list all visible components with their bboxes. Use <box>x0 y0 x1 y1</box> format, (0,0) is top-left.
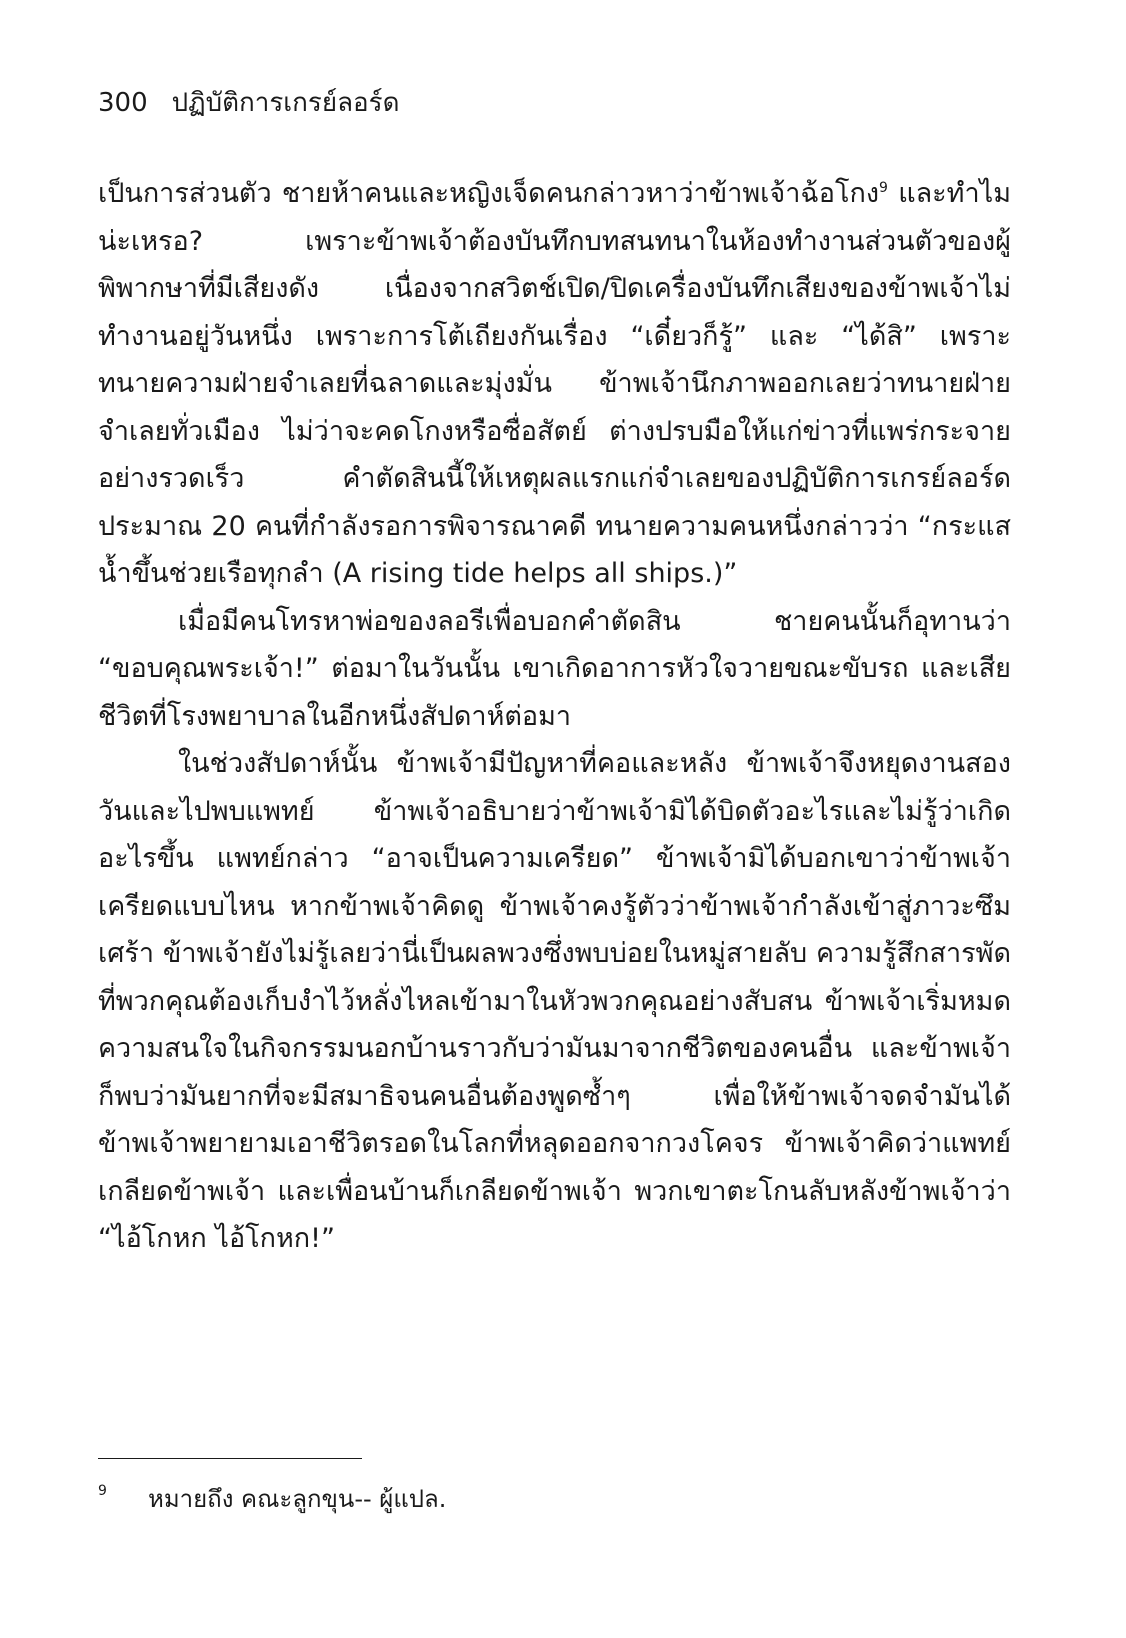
footnote <box>98 1482 446 1516</box>
paragraph-3: ในช่วงสัปดาห์นั้น ข้าพเจ้ามีปัญหาที่คอและหลัง ข้าพเจ้าจึงหยุดงานสองวันและไปพบแพทย์ ข้าพเจ้าอธิบายว่าข้าพเจ้ามิได้บิดตัวอะไรและไม่รู้ว่าเกิดอะไรขึ้น แพทย์กล่าว “อาจเป็นความเครียด” ข้าพเจ้ามิได้บอกเขาว่าข้าพเจ้าเครียดแบบไหน หากข้าพเจ้าคิดดู ข้าพเจ้าคงรู้ตัวว่าข้าพเจ้ากำลังเข้าสู่ภาวะซึมเศร้า ข้าพเจ้ายังไม่รู้เลยว่านี่เป็นผลพวงซึ่งพบบ่อยในหมู่สายลับ ความรู้สึกสารพัดที่พวกคุณต้องเก็บงำไว้หลั่งไหลเข้ามาในหัวพวกคุณอย่างสับสน ข้าพเจ้าเริ่มหมดความสนใจในกิจกรรมนอกบ้านราวกับว่ามันมาจากชีวิตของคนอื่น และข้าพเจ้าก็พบว่ามันยากที่จะมีสมาธิจนคนอื่นต้องพูดซ้ำๆ เพื่อให้ข้าพเจ้าจดจำมันได้ ข้าพเจ้าพยายามเอาชีวิตรอดในโลกที่หลุดออกจากวงโคจร ข้าพเจ้าคิดว่าแพทย์เกลียดข้าพเจ้า และเพื่อนบ้านก็เกลียดข้าพเจ้า พวกเขาตะโกนลับหลังข้าพเจ้าว่า “ไอ้โกหก ไอ้โกหก!” <box>98 748 1011 1254</box>
running-header <box>98 86 400 120</box>
footnote-reference: 9 <box>879 180 888 196</box>
footnote-divider <box>98 1458 362 1459</box>
paragraph-1-text-b: และทำไมน่ะเหรอ? เพราะข้าพเจ้าต้องบันทึกบทสนทนาในห้องทำงานส่วนตัวของผู้พิพากษาที่มีเสียงดัง เนื่องจากสวิตช์เปิด/ปิดเครื่องบันทึกเสียงของข้าพเจ้าไม่ทำงานอยู่วันหนึ่ง เพราะการโต้เถียงกันเรื่อง “เดี๋ยวก็รู้” และ “ได้สิ” เพราะทนายความฝ่ายจำเลยที่ฉลาดและมุ่งมั่น ข้าพเจ้านึกภาพออกเลยว่าทนายฝ่ายจำเลยทั่วเมือง ไม่ว่าจะคดโกงหรือซื่อสัตย์ ต่างปรบมือให้แก่ข่าวที่แพร่กระจายอย่างรวดเร็ว คำตัดสินนี้ให้เหตุผลแรกแก่จำเลยของปฏิบัติการเกรย์ลอร์ดประมาณ 20 คนที่กำลังรอการพิจารณาคดี ทนายความคนหนึ่งกล่าวว่า “กระแสน้ำขึ้นช่วยเรือทุกลำ (A rising tide helps all ships.)” <box>98 178 1011 589</box>
running-title: ปฏิบัติการเกรย์ลอร์ด <box>171 88 400 118</box>
paragraph-1-text-a: เป็นการส่วนตัว ชายห้าคนและหญิงเจ็ดคนกล่าวหาว่าข้าพเจ้าฉ้อโกง <box>98 178 879 209</box>
body-text <box>98 170 1011 1263</box>
footnote-text: หมายถึง คณะลูกขุน-- ผู้แปล. <box>148 1485 447 1513</box>
paragraph-2: เมื่อมีคนโทรหาพ่อของลอรีเพื่อบอกคำตัดสิน ชายคนนั้นก็อุทานว่า “ขอบคุณพระเจ้า!” ต่อมาในวันนั้น เขาเกิดอาการหัวใจวายขณะขับรถ และเสียชีวิตที่โรงพยาบาลในอีกหนึ่งสัปดาห์ต่อมา <box>98 605 1011 732</box>
paragraph-1 <box>98 170 1011 598</box>
footnote-mark: 9 <box>98 1483 107 1499</box>
page-number: 300 <box>98 88 148 118</box>
